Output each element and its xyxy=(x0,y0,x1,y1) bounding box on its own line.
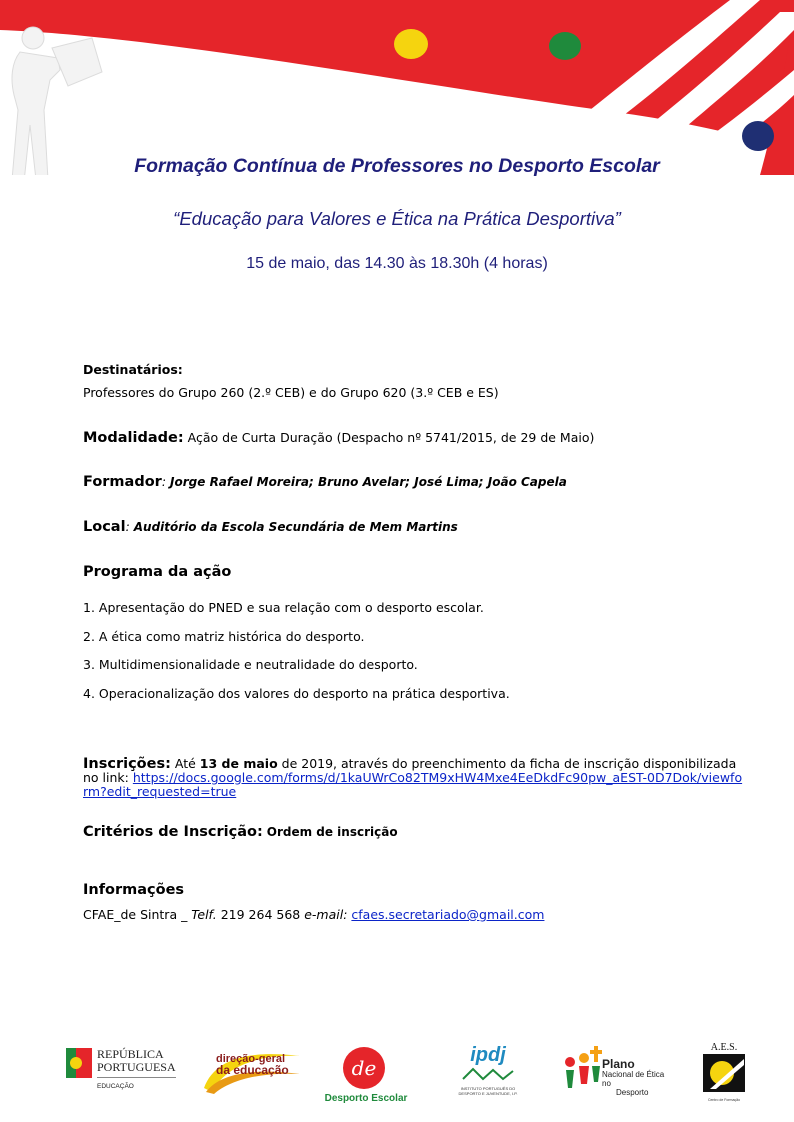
pned-line2: Nacional de Ética no xyxy=(602,1070,665,1088)
formador-text: Jorge Rafael Moreira; Bruno Avelar; José Lima; João Capela xyxy=(170,475,567,489)
phone-number: 219 264 568 xyxy=(220,907,301,922)
ipdj-logo xyxy=(458,1044,518,1102)
criterios-section xyxy=(83,824,398,840)
modalidade-text: Ação de Curta Duração (Despacho nº 5741/2015, de 29 de Maio) xyxy=(187,430,595,445)
republica-line1: REPÚBLICA xyxy=(97,1047,164,1061)
desporto-escolar-caption: Desporto Escolar xyxy=(324,1093,408,1104)
registration-form-link[interactable]: https://docs.google.com/forms/d/1kaUWrCo82TM9xHW4Mxe4EeDkdFc90pw_aEST-0D7Dok/viewform?edit_requested=true xyxy=(83,770,743,799)
pned-figures-icon xyxy=(562,1044,604,1092)
navy-dot xyxy=(742,121,774,151)
aes-mark: A.E.S. xyxy=(710,1042,738,1053)
desporto-escolar-logo xyxy=(316,1046,416,1108)
aes-logo xyxy=(700,1042,748,1100)
svg-text:de: de xyxy=(351,1056,377,1080)
aes-caption: Centro de Formação xyxy=(707,1098,741,1102)
republica-line2: PORTUGUESA xyxy=(97,1060,176,1074)
inscricoes-label: Inscrições: xyxy=(83,756,171,772)
local-text: Auditório da Escola Secundária de Mem Martins xyxy=(133,520,458,534)
destinatarios-text: Professores do Grupo 260 (2.º CEB) e do Grupo 620 (3.º CEB e ES) xyxy=(83,385,499,400)
pned-logo xyxy=(562,1044,672,1100)
informacoes-contact: CFAE_de Sintra _ Telf. 219 264 568 e-mail: cfaes.secretariado@gmail.com xyxy=(83,907,545,922)
page-title: Formação Contínua de Professores no Desporto Escolar xyxy=(134,155,660,177)
programa-label: Programa da ação xyxy=(83,564,232,580)
republica-line3: EDUCAÇÃO xyxy=(97,1077,176,1093)
local-section: Local: Auditório da Escola Secundária de Mem Martins xyxy=(83,519,458,535)
formador-section: Formador: Jorge Rafael Moreira; Bruno Avelar; José Lima; João Capela xyxy=(83,474,567,490)
reading-figure-icon xyxy=(12,27,102,175)
programa-item: 3. Multidimensionalidade e neutralidade do desporto. xyxy=(83,657,418,672)
criterios-text: Ordem de inscrição xyxy=(266,825,398,839)
dge-line2: da educação xyxy=(216,1063,289,1077)
local-label: Local xyxy=(83,519,126,535)
ipdj-mark: ipdj xyxy=(470,1044,506,1066)
programa-item: 1. Apresentação do PNED e sua relação com o desporto escolar. xyxy=(83,600,484,615)
destinatarios-label: Destinatários: xyxy=(83,362,183,377)
yellow-dot xyxy=(394,29,428,59)
pned-line1: Plano xyxy=(602,1057,635,1071)
event-datetime: 15 de maio, das 14.30 às 18.30h (4 horas) xyxy=(246,255,548,272)
inscricoes-deadline: 13 de maio xyxy=(199,756,278,771)
green-dot xyxy=(549,32,581,60)
formador-label: Formador xyxy=(83,474,162,490)
header-banner xyxy=(0,0,794,175)
desporto-escolar-icon xyxy=(340,1046,388,1090)
email-link[interactable]: cfaes.secretariado@gmail.com xyxy=(351,907,545,922)
footer-logos xyxy=(0,1038,794,1118)
pned-line3: Desporto xyxy=(616,1088,649,1097)
modalidade-label: Modalidade: xyxy=(83,430,184,446)
programa-item: 4. Operacionalização dos valores do desporto na prática desportiva. xyxy=(83,686,510,701)
inscricoes-section: Inscrições: Até 13 de maio de 2019, através do preenchimento da ficha de inscrição disponibilizada no link: https://docs.google.com/forms/d/1kaUWrCo82TM9xHW4Mxe4EeDkdFc90pw_aEST-0D7Dok/viewform?edit_requested=true xyxy=(83,756,743,799)
dge-line1: direção-geral xyxy=(216,1053,286,1065)
page-subtitle: “Educação para Valores e Ética na Prática Desportiva” xyxy=(173,208,621,229)
republica-portuguesa-logo xyxy=(66,1048,186,1098)
ipdj-caption: INSTITUTO PORTUGUÊS DO DESPORTO E JUVENTUDE, I.P. xyxy=(458,1086,518,1096)
programa-item: 2. A ética como matriz histórica do desporto. xyxy=(83,629,365,644)
aes-emblem-icon xyxy=(700,1053,748,1093)
modalidade-section xyxy=(83,430,594,446)
portugal-flag-icon xyxy=(66,1048,92,1078)
criterios-label: Critérios de Inscrição: xyxy=(83,824,263,840)
dge-logo xyxy=(200,1048,305,1096)
informacoes-label: Informações xyxy=(83,882,185,898)
ipdj-figures-icon xyxy=(458,1067,518,1081)
